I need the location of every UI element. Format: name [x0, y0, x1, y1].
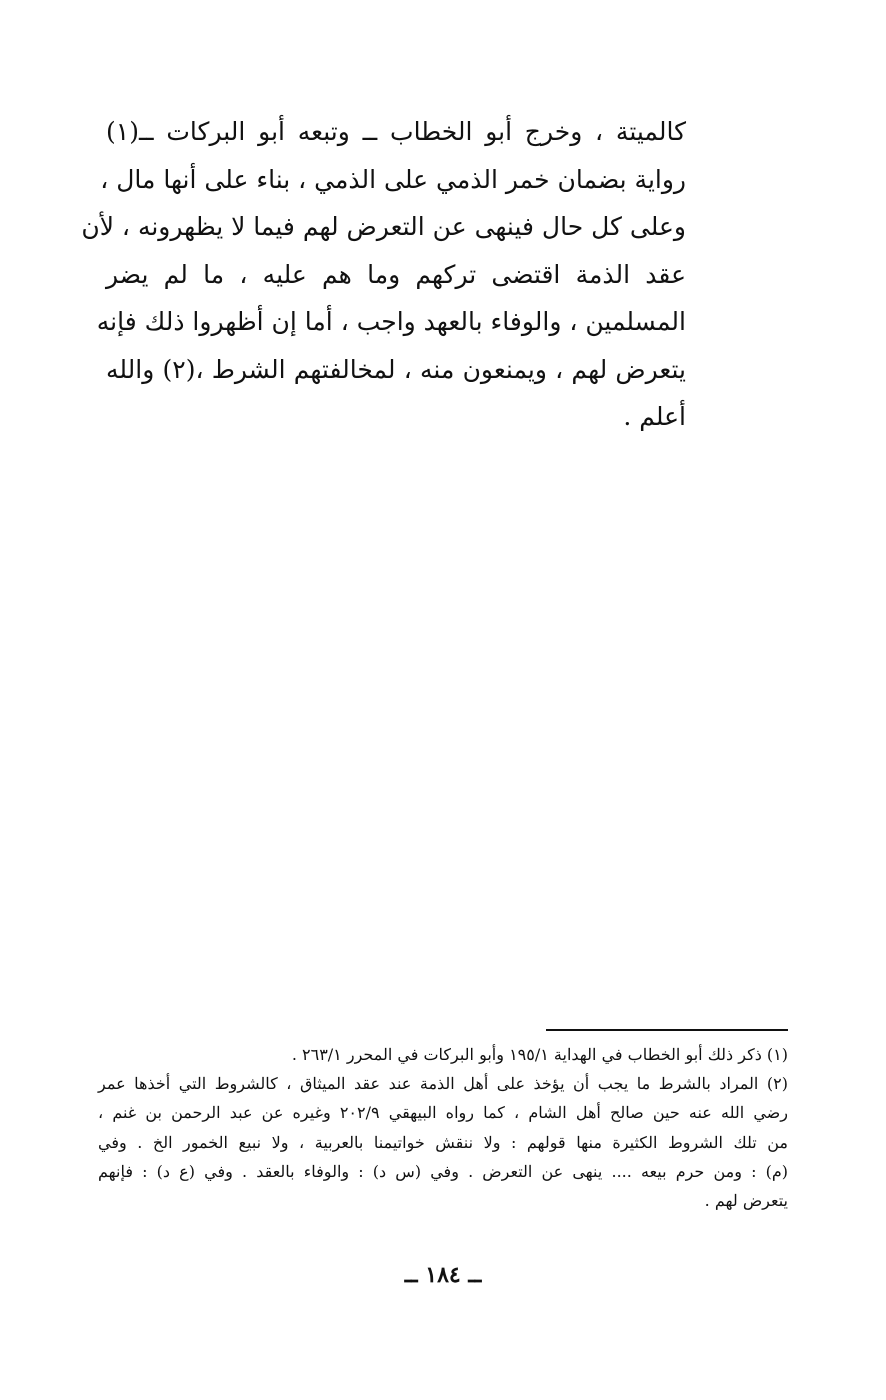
main-body-text: [81, 108, 686, 441]
footnote-line: يتعرض لهم .: [704, 1191, 788, 1211]
main-text-line: يتعرض لهم ، ويمنعون منه ، لمخالفتهم الشرط ،(٢) والله: [106, 354, 686, 384]
main-text-line: رواية بضمان خمر الذمي على الذمي ، بناء على أنها مال ،: [100, 164, 686, 194]
footnotes-block: [98, 1040, 788, 1215]
footnote-line: (٢) المراد بالشرط ما يجب أن يؤخذ على أهل الذمة عند عقد الميثاق ، كالشروط التي أخذها عمر: [98, 1074, 788, 1094]
footnote-line: رضي الله عنه حين صالح أهل الشام ، كما رواه البيهقي ٢٠٢/٩ وغيره عن عبد الرحمن بن غنم ،: [98, 1103, 788, 1123]
footnote-line: (١) ذكر ذلك أبو الخطاب في الهداية ١٩٥/١ وأبو البركات في المحرر ٢٦٣/١ .: [291, 1045, 788, 1064]
main-text-line: وعلى كل حال فينهى عن التعرض لهم فيما لا يظهرونه ، لأن: [81, 212, 686, 241]
main-text-line: كالميتة ، وخرج أبو الخطاب ــ وتبعه أبو البركات ــ(١): [106, 117, 686, 146]
main-text-line: المسلمين ، والوفاء بالعهد واجب ، أما إن أظهروا ذلك فإنه: [96, 307, 686, 336]
footnote-line: من تلك الشروط الكثيرة منها قولهم : ولا ننقش خواتيمنا بالعربية ، ولا نبيع الخمور الخ . وفي: [98, 1132, 789, 1152]
page-number: ــ ١٨٤ ــ: [404, 1262, 482, 1288]
main-text-line: عقد الذمة اقتضى تركهم وما هم عليه ، ما لم يضر: [106, 259, 686, 289]
footnote-separator: [546, 1029, 788, 1031]
main-text-line: أعلم .: [623, 402, 686, 431]
footnote-line: (م) : ومن حرم بيعه .... ينهى عن التعرض . وفي (س د) : والوفاء بالعقد . وفي (ع د) : فإنهم: [98, 1161, 788, 1181]
